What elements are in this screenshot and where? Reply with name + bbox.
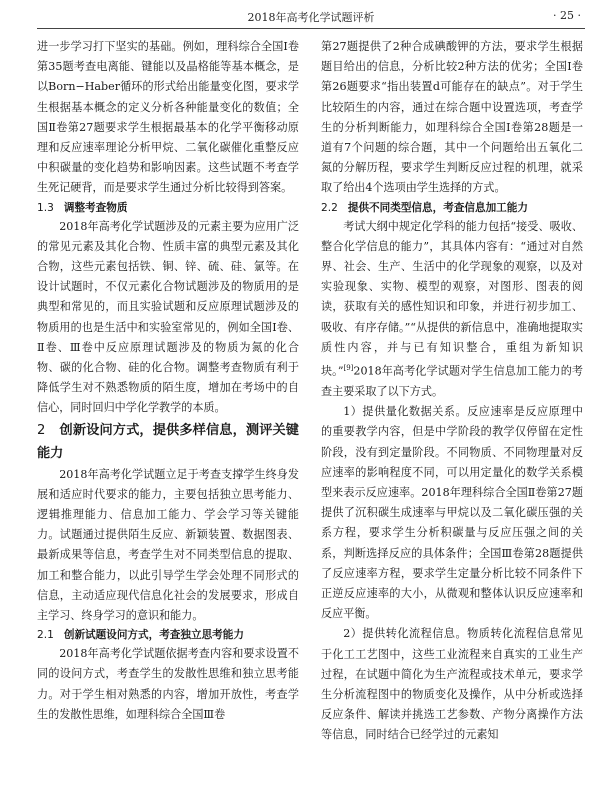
paragraph: 第27题提供了2种合成碘酸钾的方法，要求学生根据题目给出的信息，分析比较2种方法的优劣；全国Ⅰ卷第26题要求“指出装置d可能存在的缺点”。对于学生比较陌生的内容，通过在综合题中设置选项，考查学生的分析判断能力，如理科综合全国Ⅰ卷第28题是一道有7个问题的综合题，其中一个问题给出五氧化二氮的分解历程，要求学生判断反应过程的机理，就采取了给出4个选项由学生选择的方式。 xyxy=(321,40,583,195)
paragraph-text: 2018年高考化学试题对学生信息加工能力的考查主要采取了以下方式。 xyxy=(321,364,583,398)
paragraph: 2018年高考化学试题依据考查内容和要求设置不同的设问方式，考查学生的发散性思维和独立思考能力。对于学生相对熟悉的内容，增加开放性，考查学生的发散性思维，如理科综合全国Ⅲ卷 xyxy=(37,647,299,721)
paragraph: 2018年高考化学试题涉及的元素主要为应用广泛的常见元素及其化合物、性质丰富的典型元素及其化合物，这些元素包括铁、铜、锌、硫、硅、氯等。在设计试题时，不仅元素化合物试题涉及的物质用的是典型和常见的，而且实验试题和反应原理试题涉及的物质用的也是生活中和实验室常见的，例如全国Ⅰ卷、Ⅱ卷、Ⅲ卷中反应原理试题涉及的物质为氮的化合物、碳的化合物、硅的化合物。调整考查物质有利于降低学生对不熟悉物质的陌生度，增加在考场中的自信心，同时回归中学化学教学的本质。 xyxy=(37,219,299,415)
section-number: 2.1 xyxy=(37,629,54,642)
page-number: · 25 · xyxy=(553,9,581,22)
section-title: 调整考查物质 xyxy=(63,201,128,214)
section-number: 2 xyxy=(37,422,46,438)
paragraph: 2018年高考化学试题立足于考查支撑学生终身发展和适应时代要求的能力，主要包括独立思考能力、逻辑推理能力、信息加工能力、学会学习等关键能力。试题通过提供陌生反应、新颖装置、数据图表、最新成果等信息，考查学生对不同类型信息的提取、加工和整合能力，以此引导学生学会处理不同形式的信息，主动适应现代信息化社会的发展要求，形成自主学习、终身学习的意识和能力。 xyxy=(37,467,299,623)
header-title: 2018年高考化学试题评析 xyxy=(247,11,375,24)
running-header xyxy=(37,0,585,29)
paragraph: 1）提供量化数据关系。反应速率是反应原理中的重要教学内容，但是中学阶段的教学仅停留在定性阶段，没有到定量阶段。不同物质、不同物理量对反应速率的影响程度不同，可以用定量化的数学关系模型来表示反应速率。2018年理科综合全国Ⅱ卷第27题提供了沉积碳生成速率与甲烷以及二氧化碳压强的关系方程，要求学生分析积碳量与反应压强之间的关系，判断选择反应的具体条件；全国Ⅲ卷第28题提供了反应速率方程，要求学生定量分析比较不同条件下正逆反应速率的大小，从微观和整体认识反应速率和反应平衡。 xyxy=(321,405,583,621)
section-title: 创新设问方式，提供多样信息，测评关键能力 xyxy=(37,422,299,461)
citation-ref: [9] xyxy=(343,364,354,373)
paragraph: 2）提供转化流程信息。物质转化流程信息常见于化工工艺图中，这些工业流程来自真实的工业生产过程，在试题中简化为生产流程或技术单元，要求学生分析流程图中的物质变化及操作，从中分析或选择反应条件、解读并挑选工艺参数、产物分离操作方法等信息，同时结合已经学过的元素知 xyxy=(321,627,583,742)
section-heading-2-2 xyxy=(321,199,583,217)
section-heading-2 xyxy=(37,419,299,465)
section-heading-1-3 xyxy=(37,199,299,217)
section-number: 1.3 xyxy=(37,201,54,214)
section-number: 2.2 xyxy=(321,201,338,214)
section-title: 提供不同类型信息，考查信息加工能力 xyxy=(347,201,528,214)
left-column xyxy=(37,37,299,725)
paragraph xyxy=(321,217,583,403)
right-column xyxy=(321,37,583,746)
paragraph-text: 考试大纲中规定化学科的能力包括“接受、吸收、整合化学信息的能力”，其具体内容有：“通过对自然界、社会、生产、生活中的化学现象的观察，以及对实验现象、实物、模型的观察，对图形、图表的阅读，获取有关的感性知识和印象，并进行初步加工、吸收、有序存储。”“从提供的新信息中，准确地提取实质性内容，并与已有知识整合，重组为新知识块。” xyxy=(321,219,583,378)
paragraph: 进一步学习打下坚实的基础。例如，理科综合全国Ⅰ卷第35题考查电离能、键能以及晶格能等基本概念，是以Born−Haber循环的形式给出能量变化图，要求学生根据基本概念的定义分析各种能量变化的数值；全国Ⅱ卷第27题要求学生根据最基本的化学平衡移动原理和反应速率理论分析甲烷、二氧化碳催化重整反应中积碳量的变化趋势和影响因素。这些试题不考查学生死记硬背，而是要求学生通过分析比较得到答案。 xyxy=(37,40,299,195)
section-title: 创新试题设问方式，考查独立思考能力 xyxy=(63,629,244,642)
section-heading-2-1 xyxy=(37,626,299,644)
